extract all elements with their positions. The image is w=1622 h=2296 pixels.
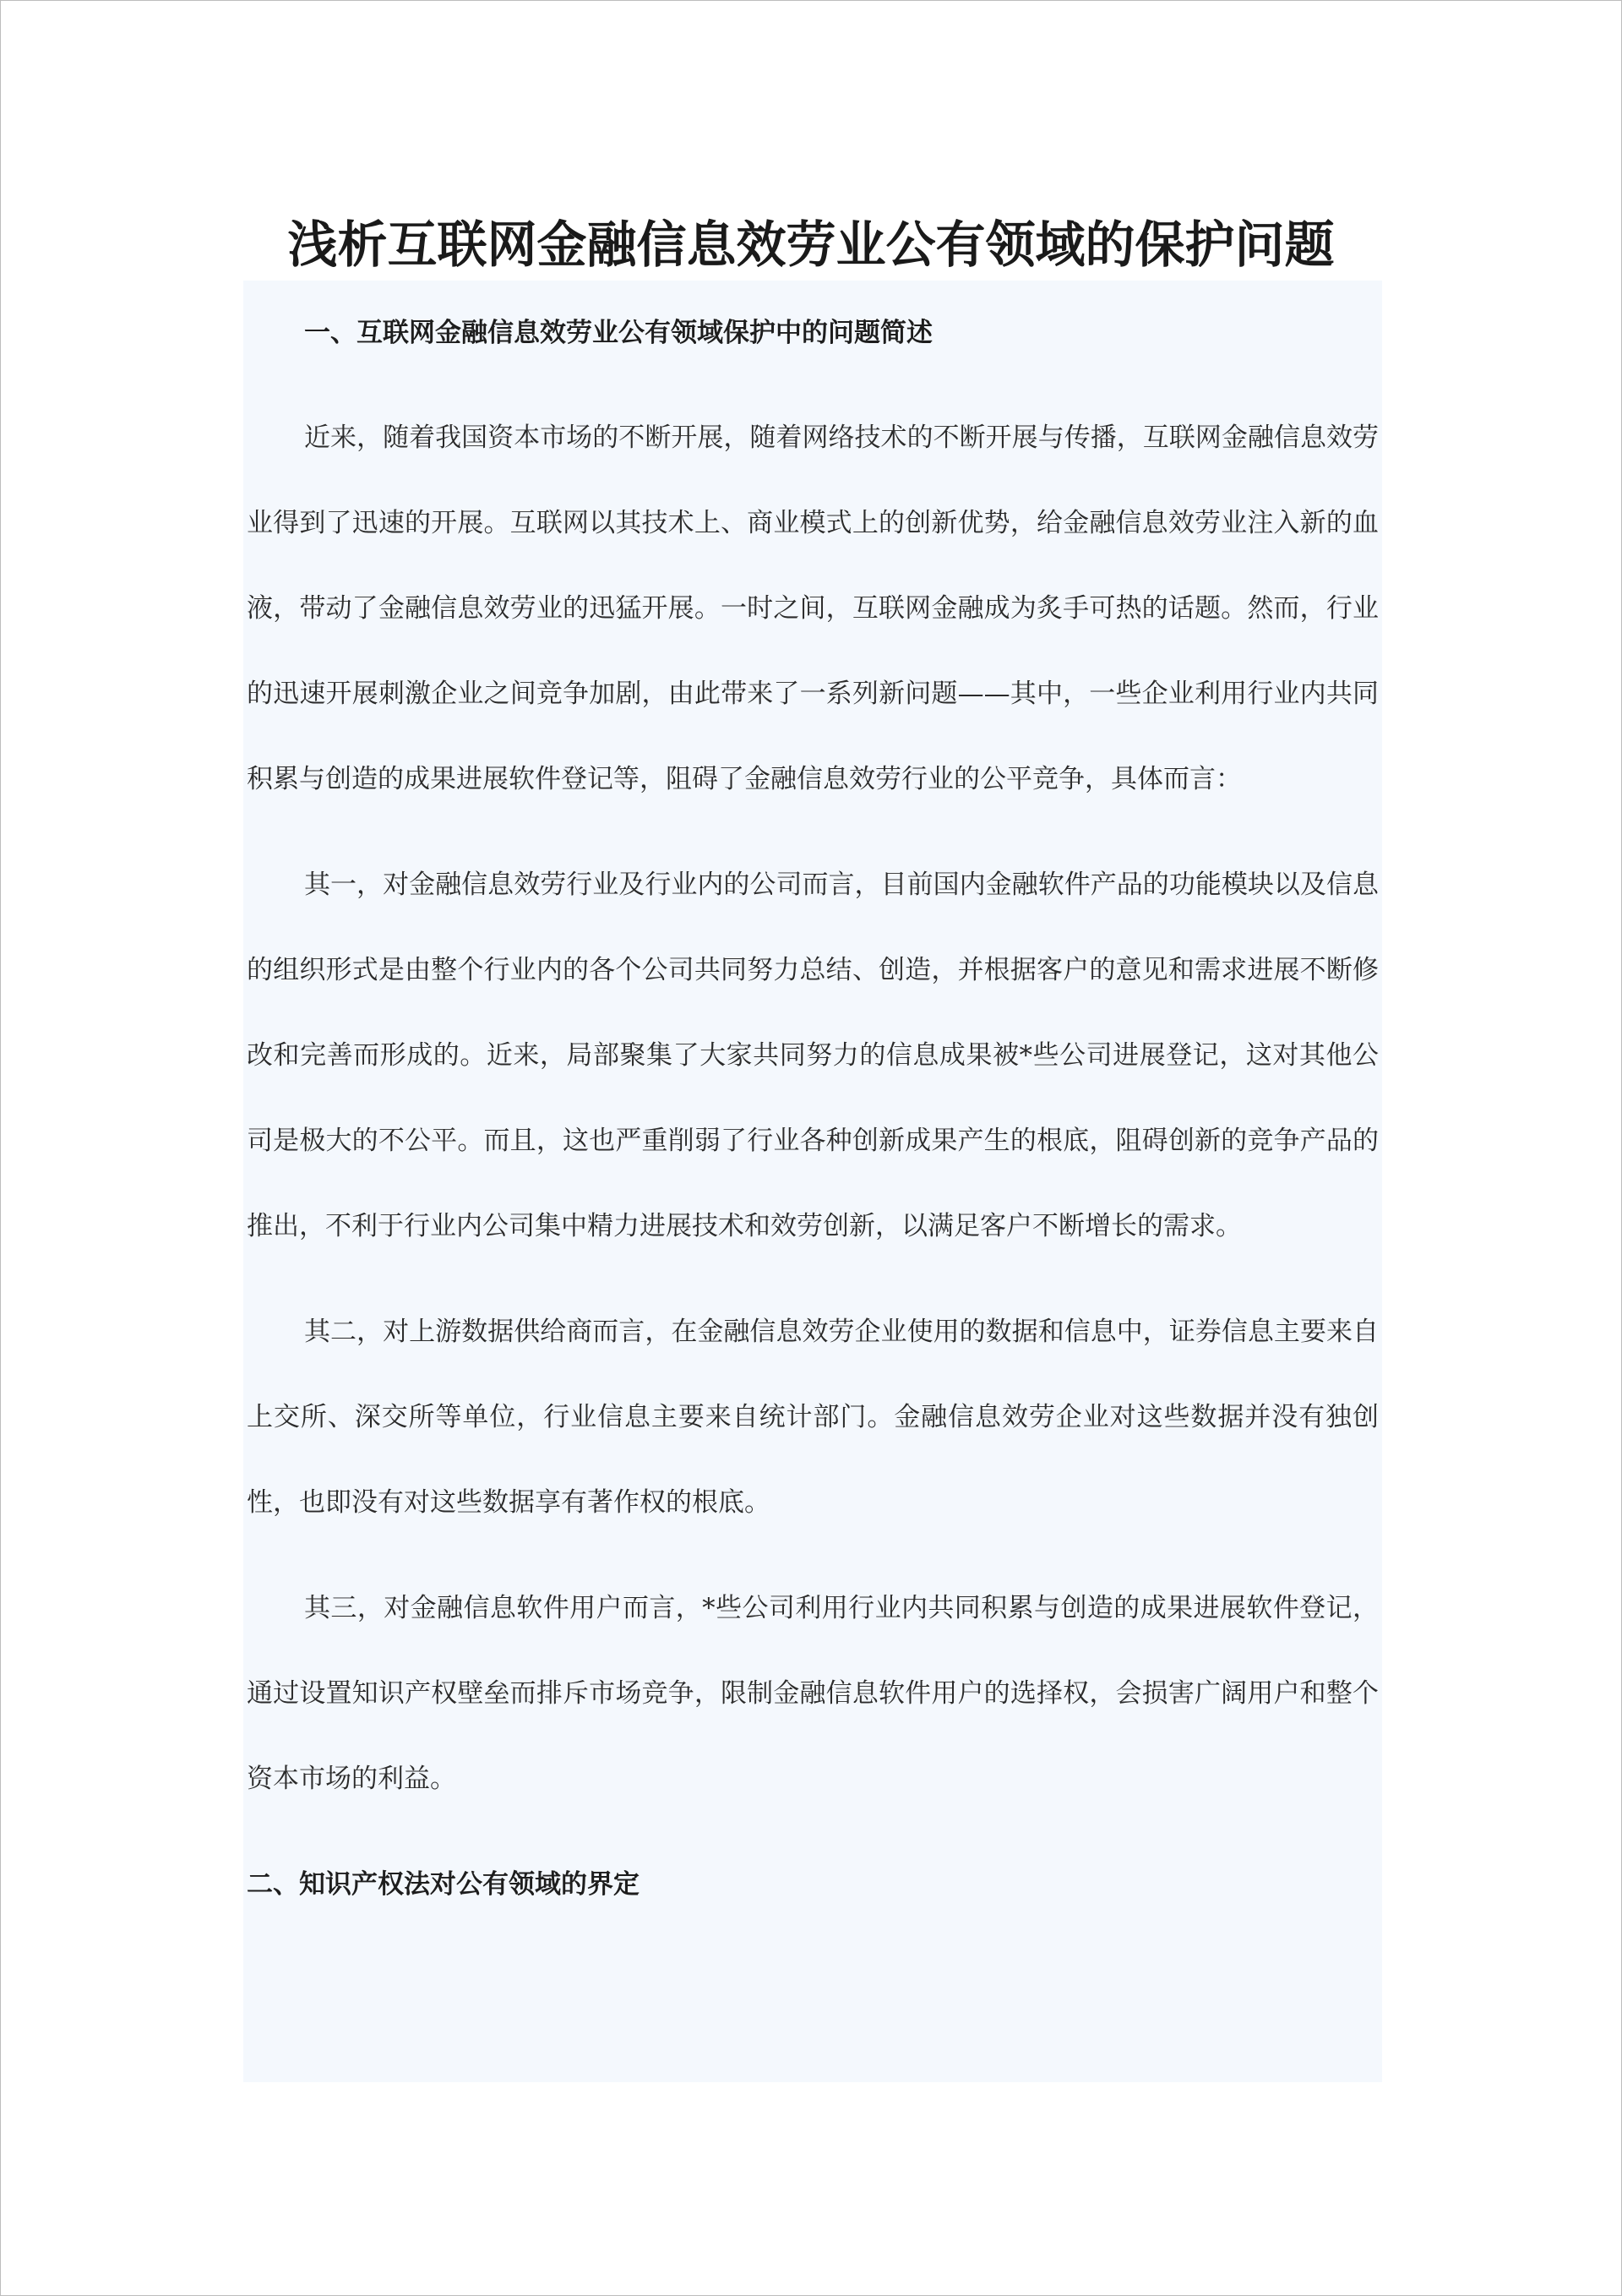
paragraph-1: 近来，随着我国资本市场的不断开展，随着网络技术的不断开展与传播，互联网金融信息效劳业得到了迅速的开展。互联网以其技术上、商业模式上的创新优势，给金融信息效劳业注入新的血液，带动了金融信息效劳业的迅猛开展。一时之间，互联网金融成为炙手可热的话题。然而，行业的迅速开展刺激企业之间竞争加剧，由此带来了一系列新问题——其中，一些企业利用行业内共同积累与创造的成果进展软件登记等，阻碍了金融信息效劳行业的公平竞争，具体而言：: [247, 423, 1379, 794]
document-title: 浅析互联网金融信息效劳业公有领域的保护问题: [287, 215, 1335, 274]
spacer: [247, 1546, 1396, 1566]
section-heading-2: 二、知识产权法对公有领域的界定: [247, 1869, 640, 1900]
paragraph-3: 其二，对上游数据供给商而言，在金融信息效劳企业使用的数据和信息中，证券信息主要来自上交所、深交所等单位，行业信息主要来自统计部门。金融信息效劳企业对这些数据并没有独创性，也即没有对这些数据享有著作权的根底。: [247, 1317, 1379, 1518]
paragraph-2: 其一，对金融信息效劳行业及行业内的公司而言，目前国内金融软件产品的功能模块以及信息的组织形式是由整个行业内的各个公司共同努力总结、创造，并根据客户的意见和需求进展不断修改和完善而形成的。近来，局部聚集了大家共同努力的信息成果被*些公司进展登记，这对其他公司是极大的不公平。而且，这也严重削弱了行业各种创新成果产生的根底，阻碍创新的竞争产品的推出，不利于行业内公司集中精力进展技术和效劳创新，以满足客户不断增长的需求。: [247, 870, 1379, 1241]
paragraph-4: 其三，对金融信息软件用户而言，*些公司利用行业内共同积累与创造的成果进展软件登记，通过设置知识产权壁垒而排斥市场竞争，限制金融信息软件用户的选择权，会损害广阔用户和整个资本市场的利益。: [247, 1593, 1379, 1794]
spacer: [247, 822, 1396, 843]
spacer: [247, 1822, 1396, 1842]
spacer: [247, 375, 1396, 395]
spacer: [247, 1269, 1396, 1290]
section-heading-1: 一、互联网金融信息效劳业公有领域保护中的问题简述: [304, 318, 933, 348]
document-body: [247, 291, 1396, 1927]
